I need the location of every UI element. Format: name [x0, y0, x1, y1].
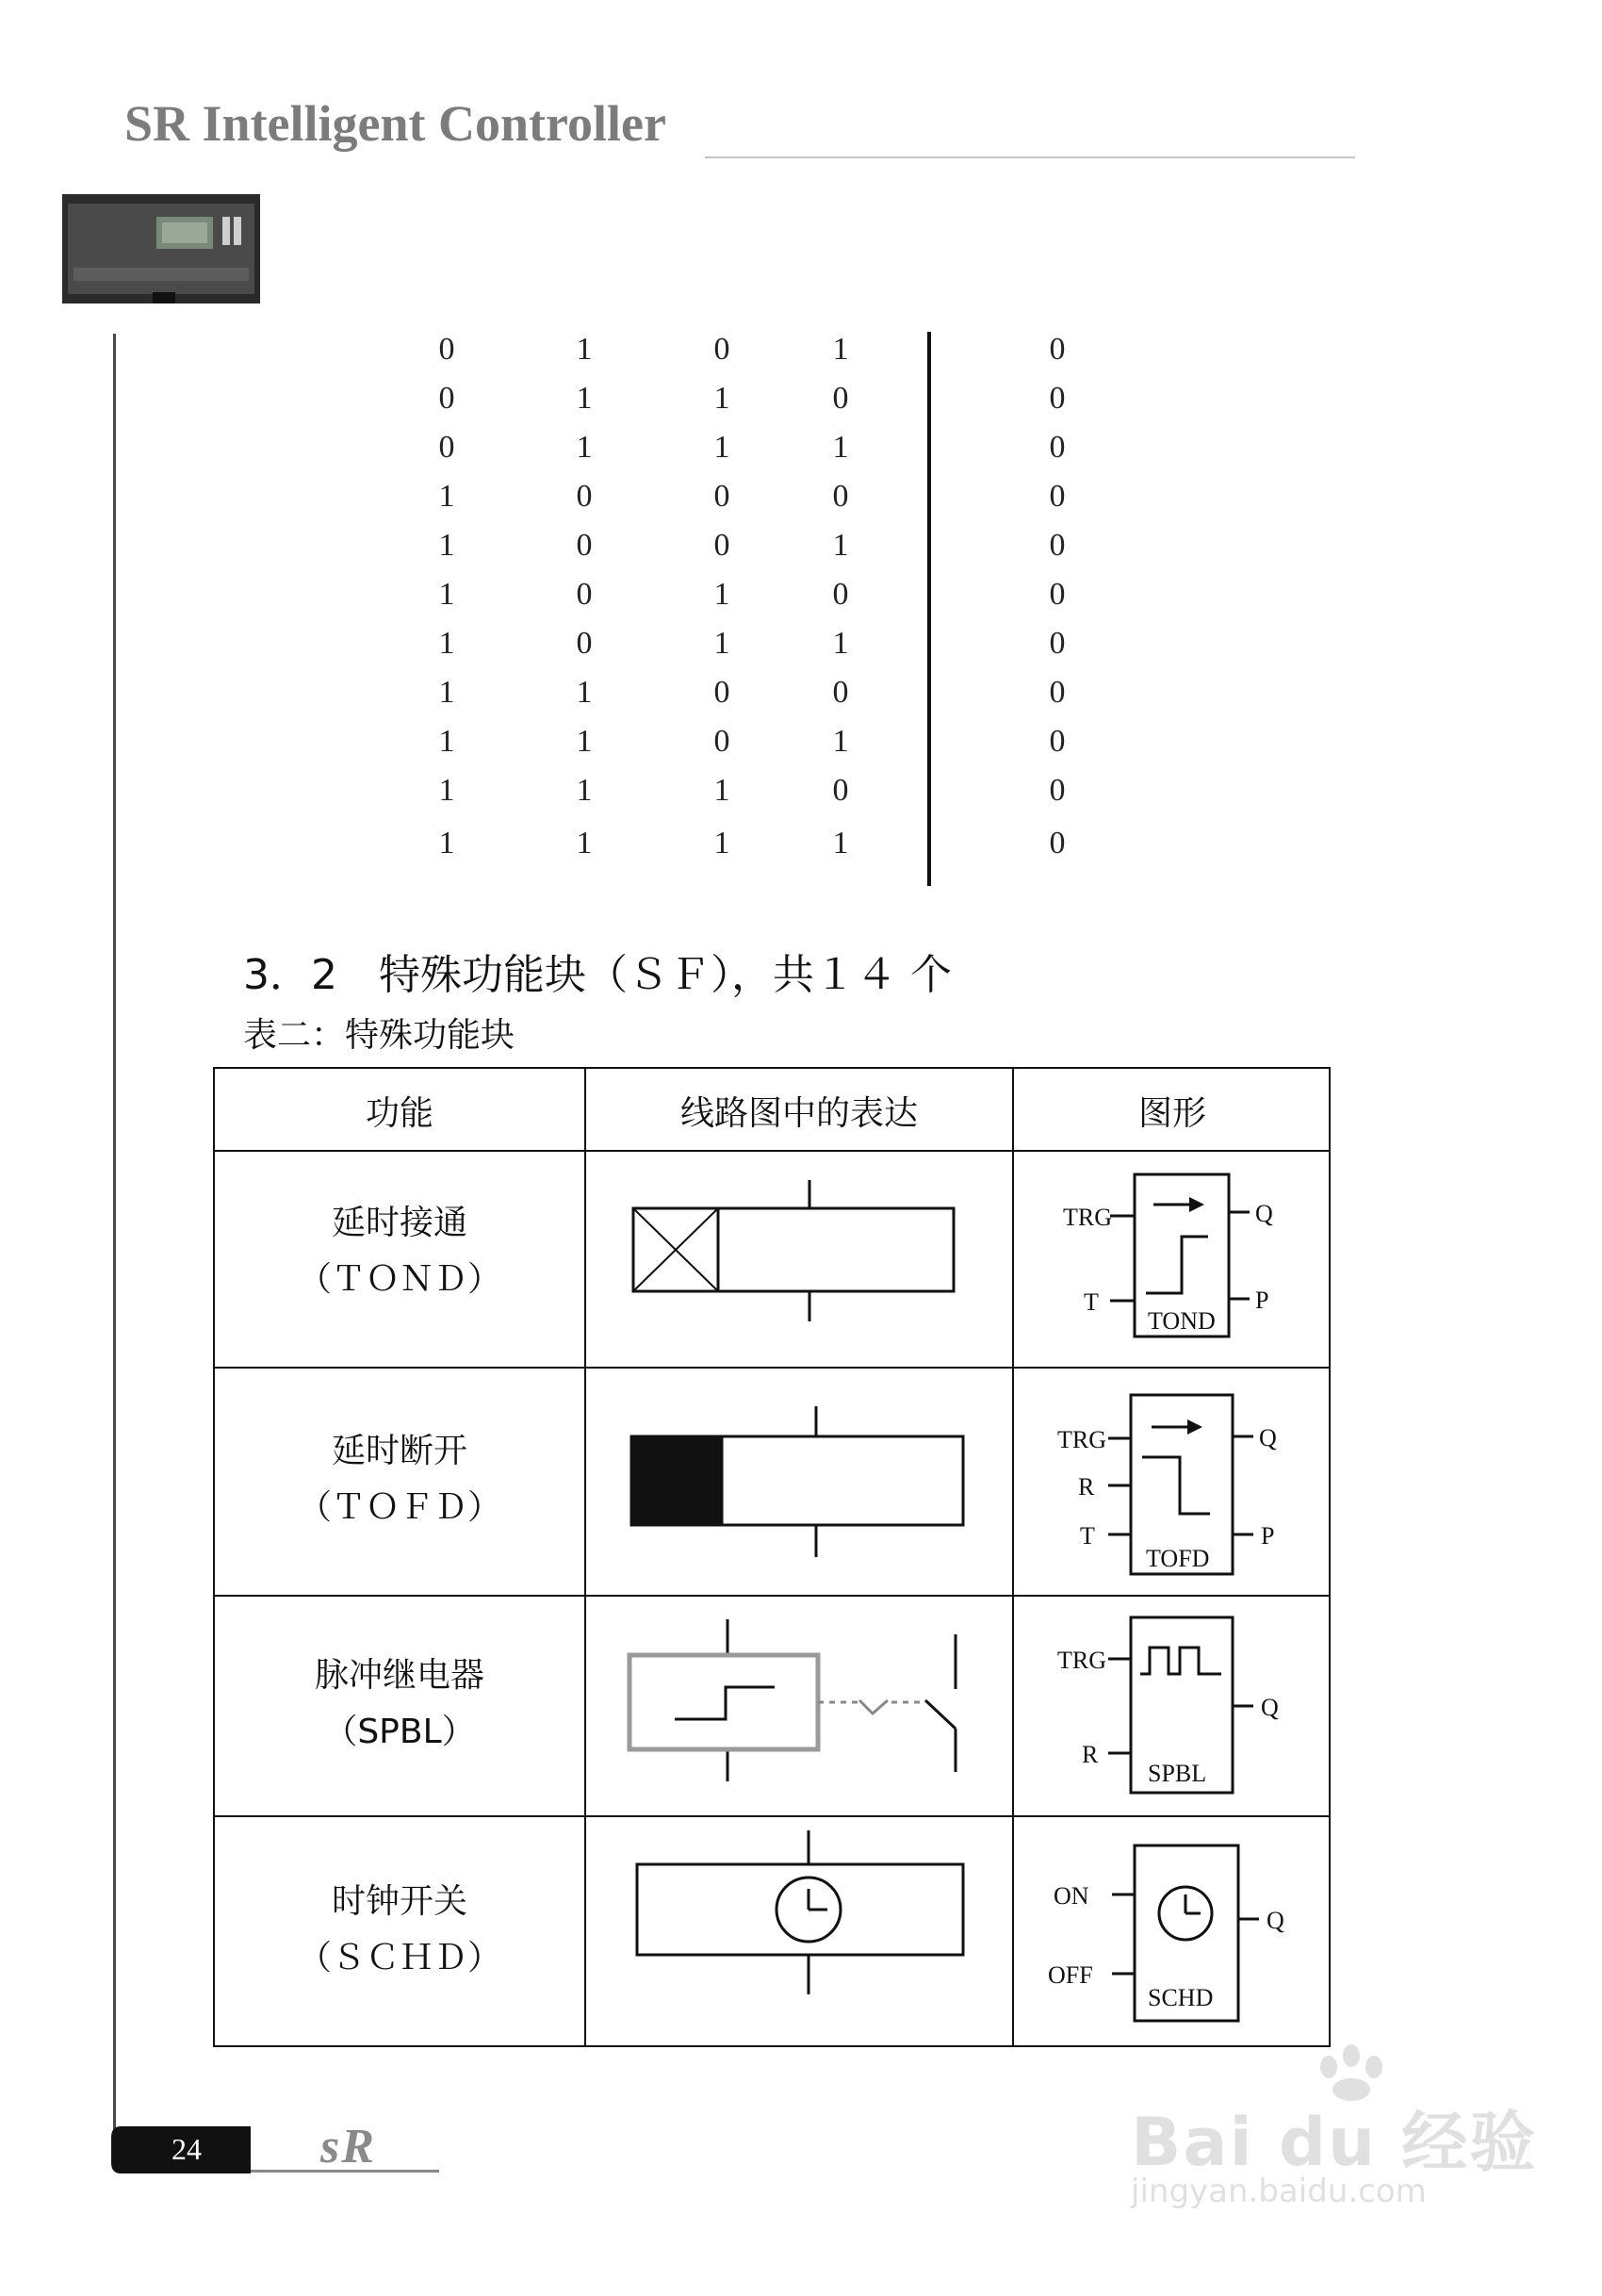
truth-table-cell: 1 [438, 675, 455, 710]
watermark-url: jingyan.baidu.com [1131, 2173, 1427, 2210]
truth-table-cell: 0 [713, 675, 730, 710]
truth-table-cell: 0 [576, 626, 593, 661]
pin-label-q: Q [1259, 1424, 1277, 1451]
truth-table [0, 330, 1602, 895]
function-name-tofd [215, 1423, 584, 1536]
truth-table-cell: 0 [713, 332, 730, 367]
truth-table-cell: 0 [438, 430, 455, 465]
truth-table-cell: 1 [438, 826, 455, 861]
truth-table-cell: 1 [713, 826, 730, 861]
block-name-label: TOFD [1146, 1545, 1210, 1572]
pin-label-trg: TRG [1057, 1647, 1106, 1674]
special-function-table [213, 1067, 1331, 2047]
block-symbol-schd [1014, 1817, 1331, 2047]
pin-label-t: T [1084, 1288, 1099, 1316]
truth-table-cell: 1 [713, 577, 730, 612]
truth-table-cell: 0 [832, 773, 849, 808]
pin-label-t: T [1080, 1522, 1095, 1550]
truth-table-cell: 1 [713, 773, 730, 808]
pin-label-p: P [1255, 1287, 1269, 1314]
function-code: （ＴＯＮＤ） [297, 1260, 501, 1299]
truth-table-cell: 1 [832, 430, 849, 465]
circuit-symbol-tond [586, 1152, 1012, 1367]
truth-table-output-cell: 0 [1049, 430, 1066, 465]
truth-table-cell: 1 [713, 381, 730, 416]
truth-table-cell: 0 [713, 479, 730, 514]
pin-label-on: ON [1054, 1882, 1089, 1910]
controller-device-image [62, 194, 260, 303]
footer-logo: sR [320, 2120, 376, 2173]
truth-table-cell: 1 [713, 430, 730, 465]
function-label: 脉冲继电器 [314, 1656, 484, 1695]
circuit-symbol-tofd [586, 1369, 1012, 1595]
pin-label-p: P [1261, 1522, 1275, 1550]
truth-table-cell: 1 [438, 479, 455, 514]
block-symbol-spbl [1014, 1597, 1331, 1815]
truth-table-output-cell: 0 [1049, 675, 1066, 710]
function-label: 时钟开关 [331, 1882, 467, 1921]
function-name-schd [215, 1874, 584, 1987]
truth-table-cell: 1 [576, 430, 593, 465]
block-symbol-tond [1014, 1152, 1331, 1367]
truth-table-cell: 1 [576, 332, 593, 367]
function-name-tond [215, 1195, 584, 1308]
column-header-function: 功能 [365, 1093, 433, 1133]
truth-table-cell: 1 [832, 626, 849, 661]
truth-table-cell: 1 [576, 826, 593, 861]
block-name-label: SPBL [1148, 1760, 1207, 1787]
truth-table-cell: 0 [713, 528, 730, 563]
pin-label-trg: TRG [1057, 1426, 1106, 1453]
circuit-symbol-schd [586, 1817, 1012, 2047]
function-code: （ＳＣＨＤ） [297, 1939, 501, 1977]
truth-table-output-cell: 0 [1049, 332, 1066, 367]
watermark [1084, 2041, 1538, 2229]
section-heading: 3．2 特殊功能块（ＳＦ），共１４ 个 [243, 951, 952, 999]
truth-table-divider [927, 332, 931, 886]
header-rule [705, 156, 1355, 158]
function-label: 延时接通 [331, 1204, 467, 1242]
block-name-label: SCHD [1148, 1984, 1214, 2011]
truth-table-output-cell: 0 [1049, 479, 1066, 514]
truth-table-output-cell: 0 [1049, 626, 1066, 661]
truth-table-cell: 1 [438, 724, 455, 759]
function-label: 延时断开 [331, 1432, 467, 1470]
truth-table-cell: 0 [832, 577, 849, 612]
header-title: SR Intelligent Controller [124, 95, 666, 152]
block-name-label: TOND [1148, 1307, 1216, 1335]
truth-table-cell: 1 [832, 826, 849, 861]
pin-label-r: R [1082, 1741, 1099, 1768]
watermark-brand: Bai du 经验 [1131, 2104, 1538, 2181]
table-caption: 表二：特殊功能块 [243, 1016, 515, 1055]
truth-table-cell: 1 [832, 528, 849, 563]
truth-table-cell: 1 [576, 675, 593, 710]
truth-table-cell: 1 [438, 626, 455, 661]
truth-table-cell: 0 [832, 381, 849, 416]
truth-table-output-cell: 0 [1049, 577, 1066, 612]
truth-table-output-cell: 0 [1049, 724, 1066, 759]
function-code: （ＴＯＦＤ） [297, 1488, 501, 1527]
truth-table-cell: 1 [576, 773, 593, 808]
truth-table-cell: 0 [713, 724, 730, 759]
page-number: 24 [172, 2132, 202, 2166]
truth-table-output-cell: 0 [1049, 528, 1066, 563]
truth-table-output-cell: 0 [1049, 826, 1066, 861]
truth-table-cell: 1 [438, 577, 455, 612]
truth-table-cell: 1 [832, 332, 849, 367]
truth-table-cell: 0 [576, 528, 593, 563]
truth-table-cell: 1 [576, 381, 593, 416]
column-header-symbol: 图形 [1137, 1093, 1206, 1133]
truth-table-cell: 0 [832, 479, 849, 514]
truth-table-output-cell: 0 [1049, 773, 1066, 808]
block-symbol-tofd [1014, 1369, 1331, 1595]
truth-table-cell: 1 [576, 724, 593, 759]
truth-table-cell: 0 [438, 332, 455, 367]
pin-label-off: OFF [1048, 1961, 1093, 1989]
circuit-symbol-spbl [586, 1597, 1012, 1815]
pin-label-trg: TRG [1063, 1204, 1112, 1231]
truth-table-cell: 0 [438, 381, 455, 416]
function-code: （SPBL） [323, 1713, 476, 1751]
pin-label-q: Q [1255, 1200, 1273, 1227]
pin-label-r: R [1078, 1473, 1095, 1501]
truth-table-cell: 1 [438, 773, 455, 808]
truth-table-cell: 0 [832, 675, 849, 710]
truth-table-cell: 0 [576, 479, 593, 514]
column-header-circuit: 线路图中的表达 [679, 1093, 918, 1133]
truth-table-cell: 1 [713, 626, 730, 661]
pin-label-q: Q [1261, 1694, 1279, 1721]
pin-label-q: Q [1267, 1907, 1284, 1934]
truth-table-cell: 1 [438, 528, 455, 563]
truth-table-output-cell: 0 [1049, 381, 1066, 416]
truth-table-cell: 1 [832, 724, 849, 759]
truth-table-cell: 0 [576, 577, 593, 612]
function-name-spbl [215, 1648, 584, 1761]
